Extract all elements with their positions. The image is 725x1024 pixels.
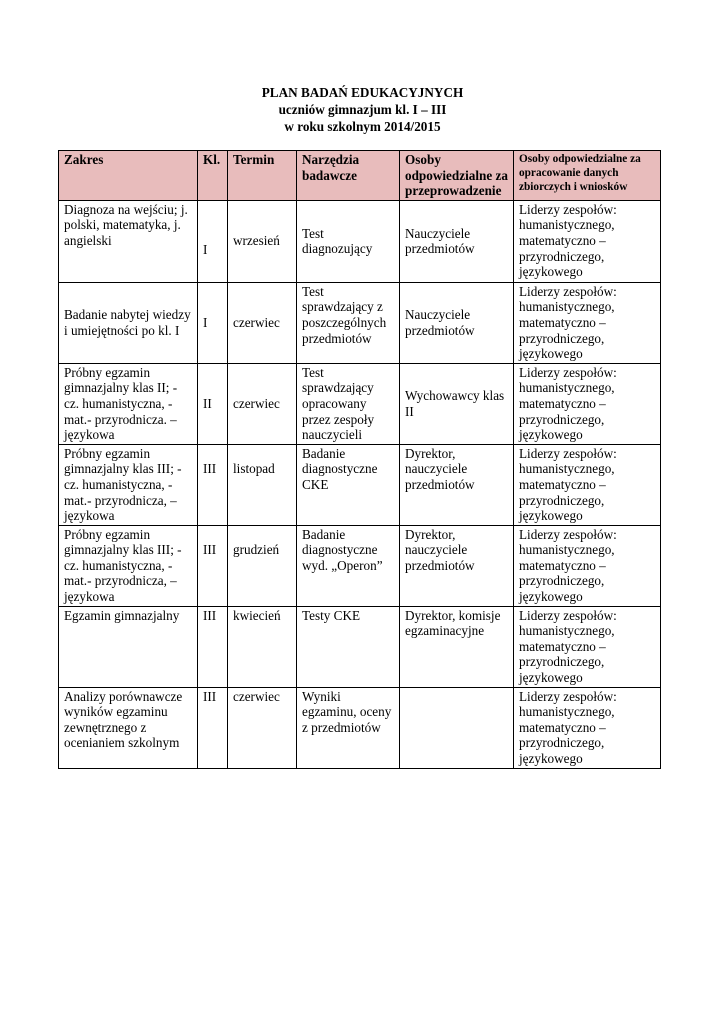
cell-osoby-przeprowadzenie: Nauczyciele przedmiotów [400, 282, 514, 363]
cell-termin: wrzesień [228, 200, 297, 282]
cell-osoby-opracowanie: Liderzy zespołów: humanistycznego, matematyczno – przyrodniczego, językowego [514, 363, 661, 444]
column-header-osoby-przeprowadzenie: Osoby odpowiedzialne za przeprowadzenie [400, 151, 514, 201]
cell-termin: czerwiec [228, 363, 297, 444]
cell-termin: listopad [228, 444, 297, 525]
cell-osoby-przeprowadzenie: Dyrektor, komisje egzaminacyjne [400, 606, 514, 687]
table-row [59, 282, 661, 363]
cell-zakres: Egzamin gimnazjalny [59, 606, 198, 687]
cell-termin: czerwiec [228, 687, 297, 768]
cell-narzedzia: Test sprawdzający opracowany przez zespoły nauczycieli [297, 363, 400, 444]
column-header-termin: Termin [228, 151, 297, 201]
cell-narzedzia: Wyniki egzaminu, oceny z przedmiotów [297, 687, 400, 768]
table-row [59, 687, 661, 768]
table-row [59, 525, 661, 606]
column-header-klasa: Kl. [198, 151, 228, 201]
school-year: w roku szkolnym 2014/2015 [284, 119, 441, 134]
cell-osoby-przeprowadzenie: Dyrektor, nauczyciele przedmiotów [400, 444, 514, 525]
column-header-zakres: Zakres [59, 151, 198, 201]
cell-klasa: III [198, 606, 228, 687]
cell-osoby-opracowanie: Liderzy zespołów: humanistycznego, matematyczno – przyrodniczego, językowego [514, 606, 661, 687]
cell-zakres: Badanie nabytej wiedzy i umiejętności po kl. I [59, 282, 198, 363]
table-row [59, 363, 661, 444]
cell-narzedzia: Badanie diagnostyczne CKE [297, 444, 400, 525]
table-header-row [59, 151, 661, 201]
cell-osoby-przeprowadzenie: Wychowawcy klas II [400, 363, 514, 444]
cell-klasa: I [198, 200, 228, 282]
cell-termin: kwiecień [228, 606, 297, 687]
cell-klasa: III [198, 525, 228, 606]
cell-zakres: Próbny egzamin gimnazjalny klas III; - cz. humanistyczna, - mat.- przyrodnicza, – językowa [59, 444, 198, 525]
cell-osoby-opracowanie: Liderzy zespołów: humanistycznego, matematyczno – przyrodniczego, językowego [514, 444, 661, 525]
column-header-osoby-opracowanie: Osoby odpowiedzialne za opracowanie danych zbiorczych i wniosków [514, 151, 661, 201]
cell-narzedzia: Badanie diagnostyczne wyd. „Operon” [297, 525, 400, 606]
cell-osoby-opracowanie: Liderzy zespołów: humanistycznego, matematyczno – przyrodniczego, językowego [514, 200, 661, 282]
cell-osoby-opracowanie: Liderzy zespołów: humanistycznego, matematyczno – przyrodniczego, językowego [514, 282, 661, 363]
cell-klasa: I [198, 282, 228, 363]
cell-termin: grudzień [228, 525, 297, 606]
cell-narzedzia: Testy CKE [297, 606, 400, 687]
cell-osoby-opracowanie: Liderzy zespołów: humanistycznego, matematyczno – przyrodniczego, językowego [514, 525, 661, 606]
cell-klasa: II [198, 363, 228, 444]
cell-klasa: III [198, 687, 228, 768]
cell-osoby-przeprowadzenie: Dyrektor, nauczyciele przedmiotów [400, 525, 514, 606]
cell-zakres: Diagnoza na wejściu; j. polski, matematyka, j. angielski [59, 200, 198, 282]
table-row [59, 200, 661, 282]
table-row [59, 606, 661, 687]
cell-termin: czerwiec [228, 282, 297, 363]
cell-narzedzia: Test diagnozujący [297, 200, 400, 282]
document-title: PLAN BADAŃ EDUKACYJNYCH [261, 85, 464, 100]
cell-zakres: Próbny egzamin gimnazjalny klas II; - cz. humanistyczna, - mat.- przyrodnicza. – językowa [59, 363, 198, 444]
cell-zakres: Analizy porównawcze wyników egzaminu zewnętrznego z ocenianiem szkolnym [59, 687, 198, 768]
cell-osoby-opracowanie: Liderzy zespołów: humanistycznego, matematyczno – przyrodniczego, językowego [514, 687, 661, 768]
document-header [0, 84, 725, 135]
cell-narzedzia: Test sprawdzający z poszczególnych przedmiotów [297, 282, 400, 363]
cell-osoby-przeprowadzenie [400, 687, 514, 768]
cell-klasa: III [198, 444, 228, 525]
cell-osoby-przeprowadzenie: Nauczyciele przedmiotów [400, 200, 514, 282]
cell-zakres: Próbny egzamin gimnazjalny klas III; - cz. humanistyczna, - mat.- przyrodnicza, – językowa [59, 525, 198, 606]
table-row [59, 444, 661, 525]
column-header-narzedzia: Narzędzia badawcze [297, 151, 400, 201]
document-subtitle: uczniów gimnazjum kl. I – III [278, 102, 447, 117]
research-plan-table [58, 150, 661, 769]
